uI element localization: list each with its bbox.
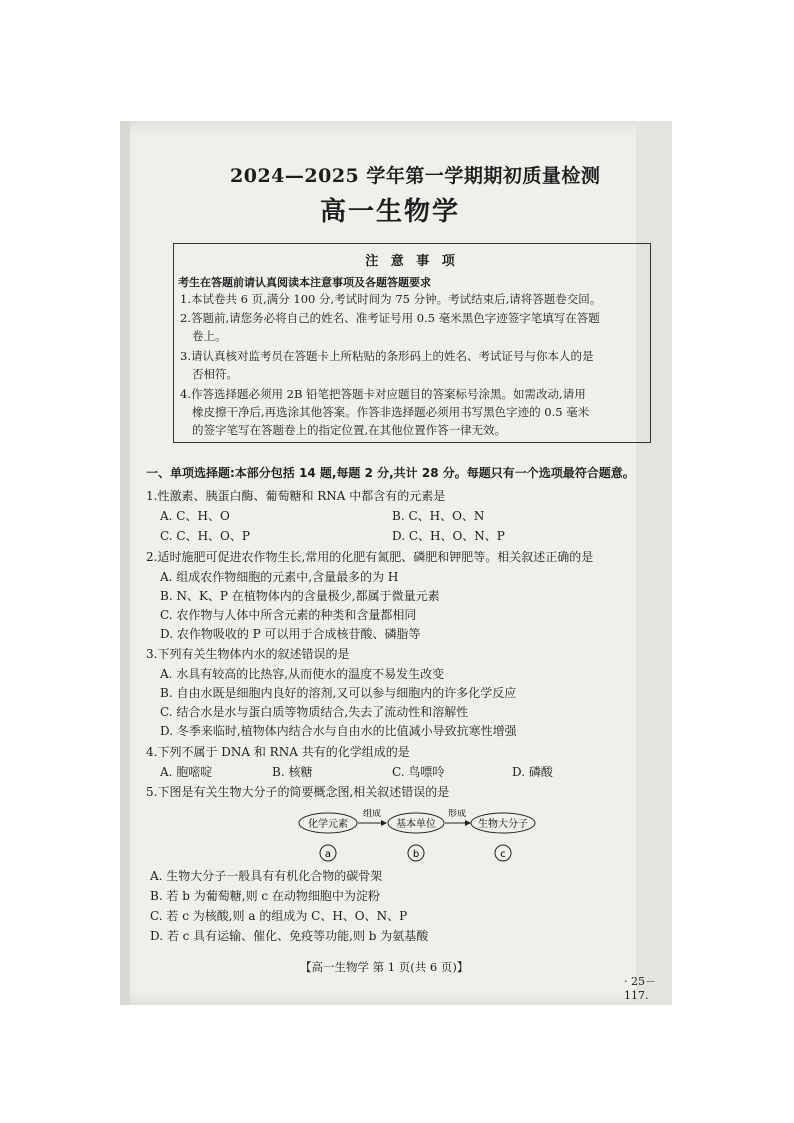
question-option: D. 农作物吸收的 P 可以用于合成核苷酸、磷脂等 — [160, 627, 421, 641]
question-option: C. 鸟嘌呤 — [392, 765, 445, 779]
question-option: C. 农作物与人体中所含元素的种类和含量都相同 — [160, 608, 417, 622]
question-stem: 1.性激素、胰蛋白酶、葡萄糖和 RNA 中都含有的元素是 — [146, 489, 446, 503]
question-option: A. 组成农作物细胞的元素中,含量最多的为 H — [160, 570, 399, 584]
paper-code: · 25－117. — [624, 975, 656, 1002]
question-option: D. 若 c 具有运输、催化、免疫等功能,则 b 为氨基酸 — [150, 929, 429, 943]
notice-box — [173, 243, 651, 443]
node-label: 基本单位 — [396, 819, 436, 830]
question-option: B. 自由水既是细胞内良好的溶剂,又可以参与细胞内的许多化学反应 — [160, 686, 517, 700]
node-label: 生物大分子 — [478, 819, 528, 830]
notice-item: 2.答题前,请您务必将自己的姓名、准考证号用 0.5 毫米黑色字迹签字笔填写在答题 — [180, 311, 600, 325]
notice-item: 卷上。 — [192, 329, 227, 343]
exam-paper-photo — [120, 121, 672, 1005]
question-option: B. N、K、P 在植物体内的含量极少,都属于微量元素 — [160, 589, 440, 603]
marker-label: c — [500, 849, 506, 860]
question-option: D. 冬季来临时,植物体内结合水与自由水的比值减小导致抗寒性增强 — [160, 724, 517, 738]
notice-heading: 注 意 事 项 — [365, 254, 459, 269]
notice-item: 的签字笔写在答题卷上的指定位置,在其他位置作答一律无效。 — [192, 423, 507, 437]
notice-item: 1.本试卷共 6 页,满分 100 分,考试时间为 75 分钟。考试结束后,请将答题卷交回。 — [180, 292, 602, 306]
notice-item: 4.作答选择题必须用 2B 铅笔把答题卡对应题目的答案标号涂黑。如需改动,请用 — [180, 387, 586, 401]
question-option: B. C、H、O、N — [392, 509, 485, 523]
section-title: 一、单项选择题:本部分包括 14 题,每题 2 分,共计 28 分。每题只有一个选项最符合题意。 — [146, 466, 635, 480]
question-option: C. 若 c 为核酸,则 a 的组成为 C、H、O、N、P — [150, 909, 408, 923]
node-label: 化学元素 — [308, 819, 348, 830]
question-option: C. C、H、O、P — [160, 529, 250, 543]
subject-title: 高一生物学 — [320, 197, 461, 227]
question-option: C. 结合水是水与蛋白质等物质结合,失去了流动性和溶解性 — [160, 705, 469, 719]
question-option: A. 水具有较高的比热容,从而使水的温度不易发生改变 — [160, 667, 445, 681]
question-stem: 4.下列不属于 DNA 和 RNA 共有的化学组成的是 — [146, 745, 410, 759]
question-stem: 3.下列有关生物体内水的叙述错误的是 — [146, 647, 350, 661]
notice-item: 3.请认真核对监考员在答题卡上所粘贴的条形码上的姓名、考试证号与你本人的是 — [180, 349, 594, 363]
marker-label: a — [324, 849, 332, 860]
notice-item: 橡皮擦干净后,再选涂其他答案。作答非选择题必须用书写黑色字迹的 0.5 毫米 — [192, 405, 590, 419]
concept-diagram — [298, 809, 538, 865]
arrow-label: 组成 — [362, 809, 382, 819]
question-option: A. C、H、O — [160, 509, 230, 523]
question-option: B. 核糖 — [272, 765, 313, 779]
exam-year-title: 2024—2025 学年第一学期期初质量检测 — [230, 165, 601, 187]
question-option: A. 生物大分子一般具有有机化合物的碳骨架 — [150, 869, 383, 883]
arrow-label: 形成 — [447, 809, 467, 819]
notice-subheading: 考生在答题前请认真阅读本注意事项及各题答题要求 — [178, 276, 431, 289]
notice-item: 否相符。 — [192, 367, 238, 381]
question-option: B. 若 b 为葡萄糖,则 c 在动物细胞中为淀粉 — [150, 889, 380, 903]
question-option: D. 磷酸 — [512, 765, 553, 779]
marker-label: b — [412, 849, 420, 860]
question-option: D. C、H、O、N、P — [392, 529, 505, 543]
question-option: A. 胞嘧啶 — [160, 765, 213, 779]
question-stem: 5.下图是有关生物大分子的简要概念图,相关叙述错误的是 — [146, 785, 450, 799]
paper-left-shadow — [120, 121, 130, 1005]
question-stem: 2.适时施肥可促进农作物生长,常用的化肥有氮肥、磷肥和钾肥等。相关叙述正确的是 — [146, 550, 594, 564]
page-footer: 【高一生物学 第 1 页(共 6 页)】 — [300, 960, 469, 974]
